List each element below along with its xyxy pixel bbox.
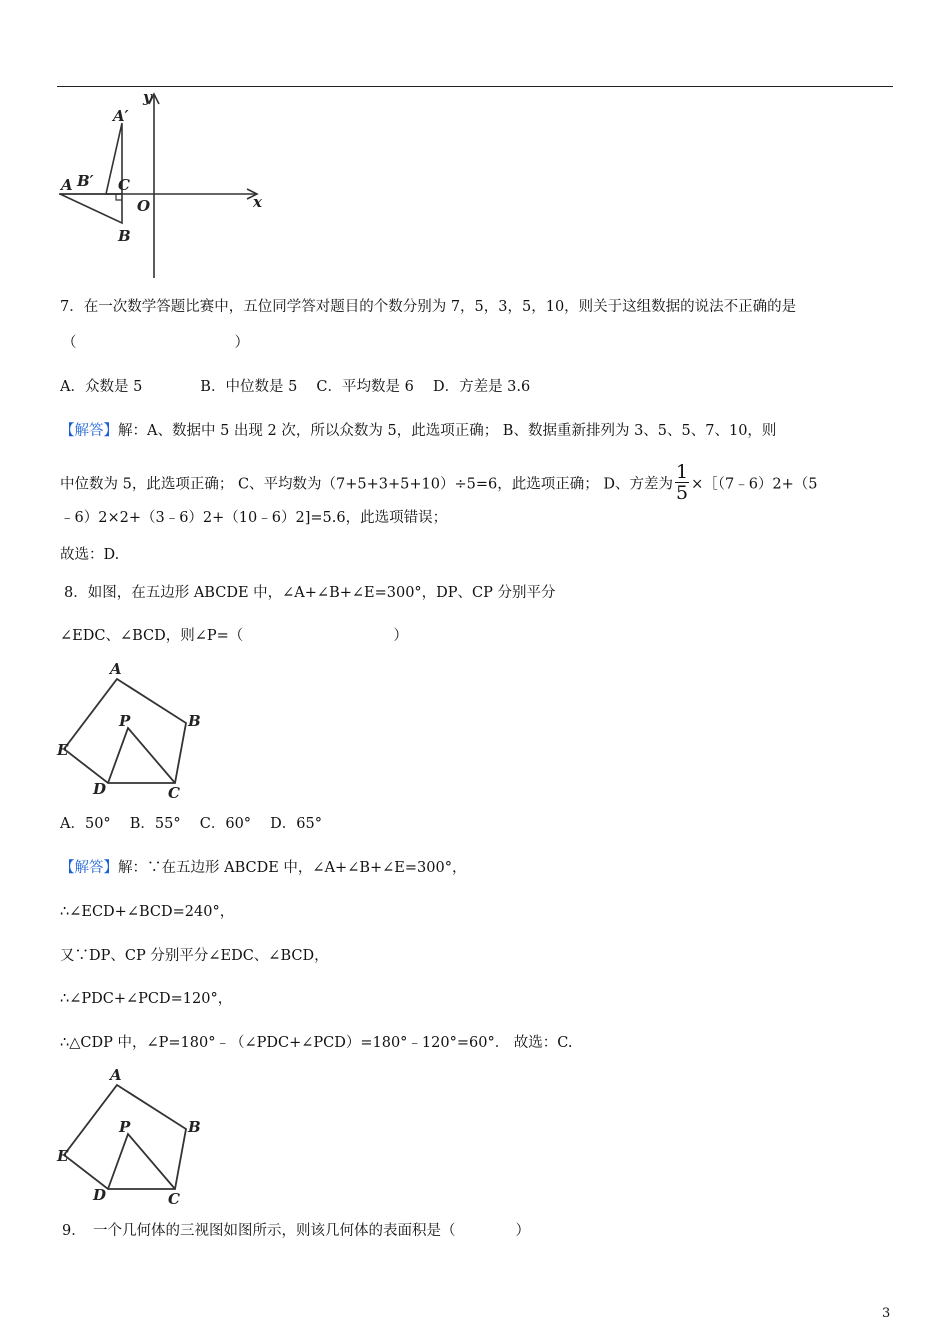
q7-frac-num: 1 [675, 461, 689, 483]
label-e: E [57, 1147, 69, 1165]
q7-answer-line2 [60, 461, 818, 505]
q8-answer-line5: ∴△CDP 中，∠P=180°﹣（∠PDC+∠PCD）=180°﹣120°=60°． 故选：C. [60, 1035, 573, 1051]
label-c: C [118, 176, 130, 194]
label-a: A [61, 176, 73, 194]
q8-answer-text1: 解：∵在五边形 ABCDE 中，∠A+∠B+∠E=300°， [118, 860, 467, 876]
label-b: B [118, 227, 131, 245]
q7-stem: 7．在一次数学答题比赛中，五位同学答对题目的个数分别为 7，5，3，5，10，则关于这组数据的说法不正确的是 [60, 299, 797, 315]
q7-answer-text2b: ×［（7﹣6）2+（5 [691, 476, 818, 493]
q7-answer-tag: 【解答】 [60, 423, 118, 439]
triangle-abc [60, 194, 122, 223]
q7-answer-paren [62, 333, 249, 353]
q7-paren-open: （ [62, 335, 77, 351]
label-a: A [110, 660, 122, 678]
q9-stem-text: 9． 一个几何体的三视图如图所示，则该几何体的表面积是（ [62, 1223, 456, 1239]
q8-options: A．50° B．55° C．60° D．65° [60, 816, 322, 832]
triangle-dpc [108, 1134, 175, 1189]
q7-options: A．众数是 5 B．中位数是 5 C．平均数是 6 D．方差是 3.6 [60, 379, 531, 395]
q7-answer-text1: 解：A、数据中 5 出现 2 次，所以众数为 5，此选项正确； B、数据重新排列为 3、5、5、7、10，则 [118, 423, 777, 439]
q9-paren-close: ） [515, 1223, 530, 1239]
q8-stem-line1: 8．如图，在五边形 ABCDE 中，∠A+∠B+∠E=300°，DP、CP 分别平分 [64, 585, 556, 601]
label-b: B [188, 712, 201, 730]
q7-answer-line3: ﹣6）2×2+（3﹣6）2+（10﹣6）2]=5.6，此选项错误； [60, 510, 448, 526]
q8-answer-tag: 【解答】 [60, 860, 118, 876]
triangle-dpc [108, 728, 175, 783]
q8-stem2b: ） [393, 628, 408, 644]
label-d: D [93, 780, 107, 798]
label-b: B [188, 1118, 201, 1136]
label-x: x [253, 193, 262, 211]
label-c: C [168, 784, 180, 800]
figure-pentagon-2 [55, 1066, 215, 1206]
label-d: D [93, 1186, 107, 1204]
label-b-prime: B′ [77, 172, 94, 190]
figure-coordinate-triangles [55, 88, 275, 280]
q7-answer-text2a: 中位数为 5，此选项正确； C、平均数为（7+5+3+5+10）÷5=6，此选项正确； D、方差为 [60, 476, 673, 493]
pentagon-abcde [64, 679, 186, 783]
figure-pentagon-1 [55, 660, 215, 800]
label-c: C [168, 1190, 180, 1206]
label-a-prime: A′ [113, 107, 129, 125]
label-e: E [57, 741, 69, 759]
q8-answer-line3: 又∵DP、CP 分别平分∠EDC、∠BCD， [60, 948, 329, 964]
q8-answer-line1 [60, 858, 466, 878]
label-p: P [119, 1118, 131, 1136]
label-o: O [137, 197, 151, 215]
pentagon-abcde [64, 1085, 186, 1189]
q8-answer-line4: ∴∠PDC+∠PCD=120°， [60, 991, 233, 1007]
label-y: y [143, 88, 152, 106]
q8-stem2a: ∠EDC、∠BCD，则∠P=（ [60, 628, 244, 644]
q7-fraction [675, 462, 689, 503]
q7-answer-line1 [60, 421, 776, 441]
label-p: P [119, 712, 131, 730]
q9-stem [62, 1221, 530, 1241]
q7-paren-close: ） [234, 335, 249, 351]
header-rule [57, 86, 893, 87]
q8-answer-line2: ∴∠ECD+∠BCD=240°， [60, 904, 235, 920]
label-a: A [110, 1066, 122, 1084]
page-number: 3 [882, 1306, 891, 1321]
q8-stem-line2 [60, 626, 408, 646]
q7-frac-den: 5 [675, 482, 689, 504]
right-angle-mark [116, 194, 122, 200]
q7-conclusion: 故选：D. [60, 547, 120, 563]
